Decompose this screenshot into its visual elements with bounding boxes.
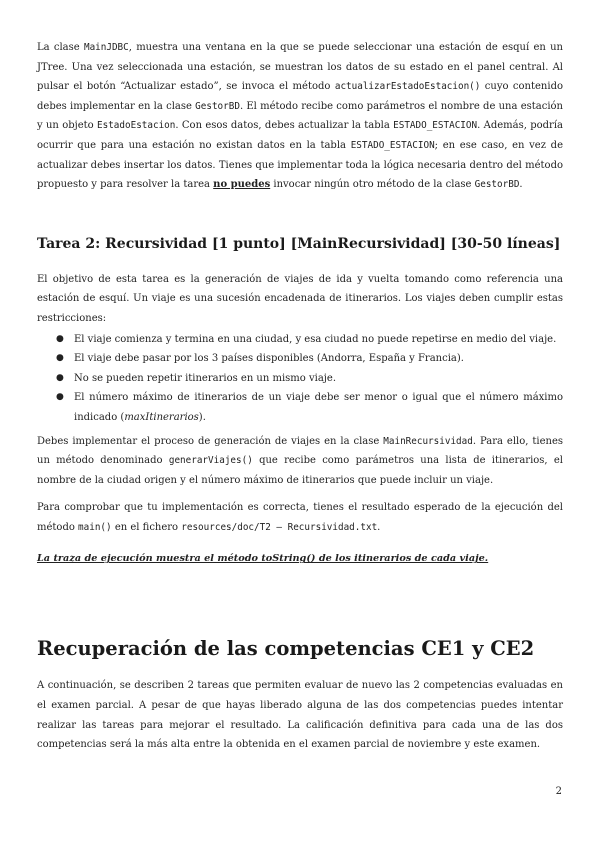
intro-paragraph xyxy=(37,38,563,195)
bullet-icon: ● xyxy=(56,353,64,364)
restrictions-list xyxy=(37,330,563,428)
text-run: que recibe como parámetros una lista de itinerarios, el nombre de la ciudad origen y el número máximo de itinerarios que puede incluir un viaje. xyxy=(37,455,563,486)
list-item xyxy=(37,388,563,427)
text-run: . Además, podría ocurrir que para una estación no existan datos en la tabla xyxy=(37,120,563,151)
bullet-icon: ● xyxy=(56,392,64,403)
text-run: cuyo contenido debes implementar en la clase xyxy=(37,81,563,112)
recovery-paragraph: A continuación, se describen 2 tareas que permiten evaluar de nuevo las 2 competencias evaluadas en el examen parcial. A pesar de que hayas liberado alguna de las dos competencias puedes intentar realizar las tareas para mejorar el resultado. La calificación definitiva para cada una de las dos competencias será la más alta entre la obtenida en el examen parcial de noviembre y este examen. xyxy=(37,680,563,751)
list-item xyxy=(37,330,563,350)
list-item-text: ). xyxy=(198,411,206,423)
bullet-icon: ● xyxy=(56,372,64,383)
text-run: Debes implementar el proceso de generación de viajes en la clase xyxy=(37,435,384,447)
emphasis-no-puedes: no puedes xyxy=(213,179,271,191)
list-item xyxy=(37,349,563,369)
bullet-icon: ● xyxy=(56,333,64,344)
list-item-text: El viaje comienza y termina en una ciudad, y esa ciudad no puede repetirse en medio del viaje. xyxy=(74,333,557,345)
text-run: . xyxy=(377,521,381,533)
list-item xyxy=(37,369,563,389)
text-run: ; en ese caso, en vez de actualizar debes insertar los datos. Tienes que implementar toda la lógica necesaria dentro del método propuesto y para resolver la tarea xyxy=(37,139,563,191)
param-max-itinerarios: maxItinerarios xyxy=(124,411,199,423)
task2-implementation-paragraph xyxy=(37,432,563,491)
text-run: , muestra una ventana en la que se puede seleccionar una estación de esquí en un JTree. Una vez seleccionada una estación, se muestran los datos de su estado en el panel central. Al pulsar el botón “Actualizar estado”, se invoca el método xyxy=(37,42,563,93)
code-estado-estacion: EstadoEstacion xyxy=(97,120,176,132)
execution-trace-note: La traza de ejecución muestra el método toString() de los itinerarios de cada viaje. xyxy=(37,553,489,565)
code-gestorbd: GestorBD xyxy=(195,100,240,112)
text-run: en el fichero xyxy=(111,521,182,533)
text-run: La clase xyxy=(37,42,84,53)
text-run: Para comprobar que tu implementación es correcta, tienes el resultado esperado de la ejecución del método xyxy=(37,502,563,533)
list-item-text: El número máximo de itinerarios de un viaje debe ser menor o igual que el número máximo indicado ( xyxy=(74,392,563,423)
list-item-text: No se pueden repetir itinerarios en un mismo viaje. xyxy=(74,372,336,384)
code-main: main() xyxy=(78,521,112,533)
list-item-text: El viaje debe pasar por los 3 países disponibles (Andorra, España y Francia). xyxy=(74,353,464,365)
code-table-estado-estacion: ESTADO_ESTACION xyxy=(393,120,478,132)
text-run: . xyxy=(519,179,523,191)
text-run: invocar ningún otro método de la clase xyxy=(270,179,475,191)
recovery-heading: Recuperación de las competencias CE1 y CE2 xyxy=(37,637,535,661)
text-run: . El método recibe como parámetros el nombre de una estación y un objeto xyxy=(37,100,563,132)
code-gestorbd: GestorBD xyxy=(474,179,520,191)
code-mainjdbc: MainJDBC xyxy=(83,42,129,53)
document-page xyxy=(37,38,563,755)
code-main-recursividad: MainRecursividad xyxy=(383,435,473,447)
text-run: . Para ello, tienes un método denominado xyxy=(37,435,564,467)
code-table-estado-estacion: ESTADO_ESTACION xyxy=(350,139,435,151)
task2-heading: Tarea 2: Recursividad [1 punto] [MainRecursividad] [30-50 líneas] xyxy=(37,235,561,252)
page-number: 2 xyxy=(555,786,562,797)
code-actualizar-estado-estacion: actualizarEstadoEstacion() xyxy=(334,81,481,93)
code-generar-viajes: generarViajes() xyxy=(168,455,253,467)
task2-check-paragraph xyxy=(37,498,563,537)
code-file-path: resources/doc/T2 – Recursividad.txt xyxy=(181,521,378,533)
task2-intro-paragraph: El objetivo de esta tarea es la generación de viajes de ida y vuelta tomando como referencia una estación de esquí. Un viaje es una sucesión encadenada de itinerarios. Los viajes deben cumplir estas restricciones: xyxy=(37,273,563,324)
text-run: . Con esos datos, debes actualizar la tabla xyxy=(175,120,394,132)
